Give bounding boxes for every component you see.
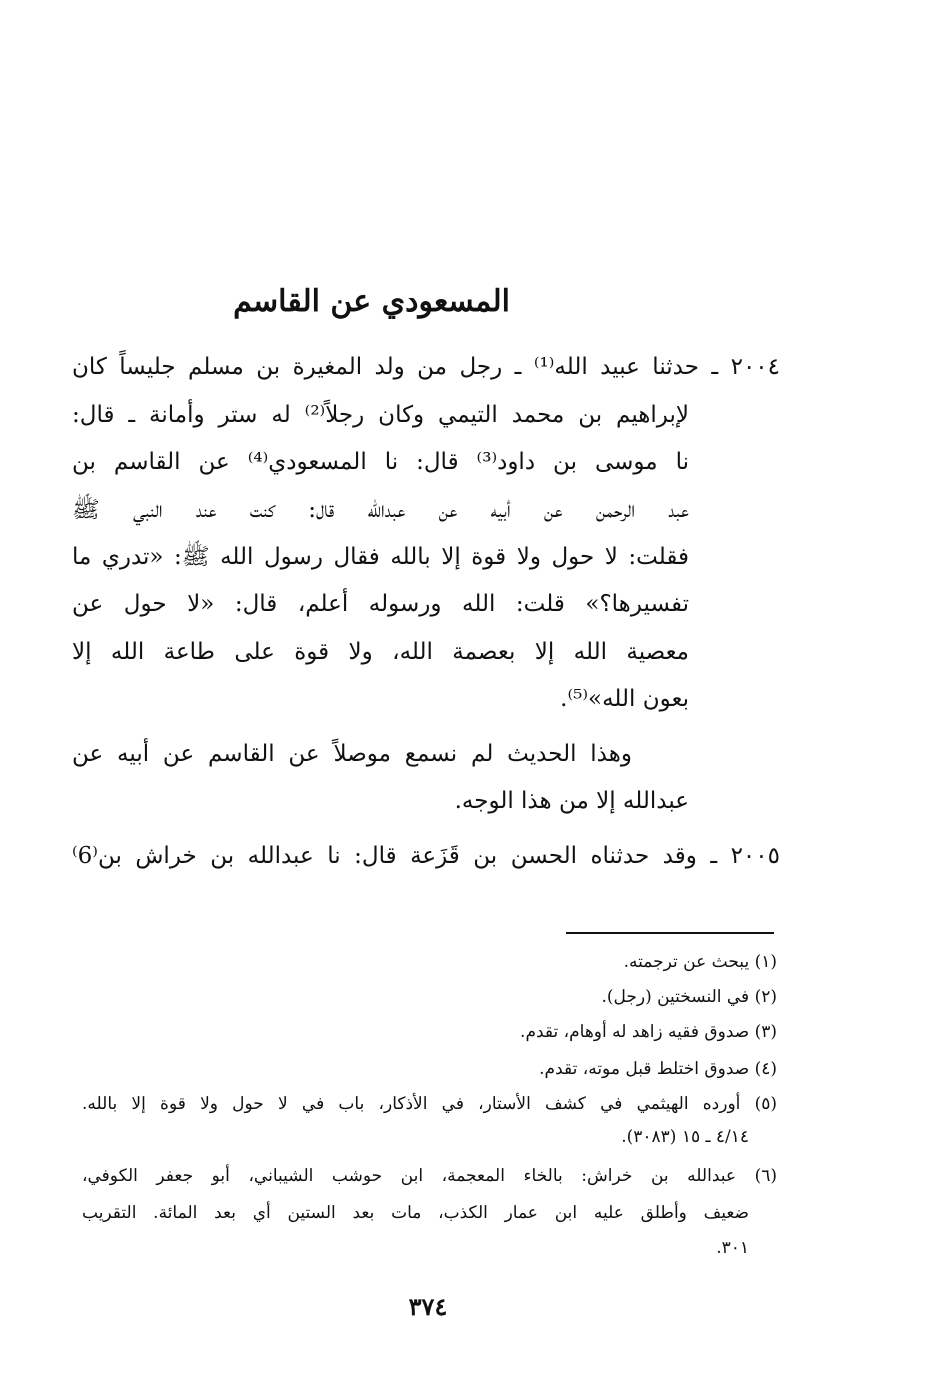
- hadith-2004-line-7: معصية الله إلا بعصمة الله، ولا قوة على طاعة الله إلا: [72, 639, 689, 665]
- footnote-3: (٣) صدوق فقيه زاهد له أوهام، تقدم.: [520, 1022, 777, 1042]
- hadith-2004-line-5: فقلت: لا حول ولا قوة إلا بالله فقال رسول الله ﷺ: «تدري ما: [72, 544, 689, 570]
- commentary-line-1: وهذا الحديث لم نسمع موصلاً عن القاسم عن أبيه عن: [72, 741, 632, 767]
- page-number: ٣٧٤: [408, 1292, 448, 1321]
- footnote-4: (٤) صدوق اختلط قبل موته، تقدم.: [539, 1059, 777, 1079]
- commentary-line-2: عبدالله إلا من هذا الوجه.: [454, 788, 689, 814]
- hadith-2004-line-4: عبد الرحمن عن أبيه عن عبدالله قال: كنت عند النبي ﷺ: [72, 497, 689, 523]
- footnote-separator: [566, 932, 774, 934]
- hadith-2004-line-1: ٢٠٠٤ ـ حدثنا عبيد الله⁽¹⁾ ـ رجل من ولد المغيرة بن مسلم جليساً كان: [72, 354, 781, 380]
- footnote-6-line-2: ضعيف وأطلق عليه ابن عمار الكذب، مات بعد الستين أي بعد المائة. التقريب: [82, 1203, 749, 1223]
- footnote-2: (٢) في النسختين (رجل).: [601, 987, 777, 1007]
- hadith-2004-line-3: نا موسى بن داود⁽³⁾ قال: نا المسعودي⁽⁴⁾ عن القاسم بن: [72, 449, 689, 475]
- hadith-2004-line-2: لإبراهيم بن محمد التيمي وكان رجلاً⁽²⁾ له ستر وأمانة ـ قال:: [72, 402, 690, 428]
- footnote-5-line-2: ٤/١٤ ـ ١٥ (٣٠٨٣).: [621, 1127, 749, 1147]
- footnote-6-line-3: ٣٠١.: [716, 1238, 749, 1258]
- footnote-6-line-1: (٦) عبدالله بن خراش: بالخاء المعجمة، ابن حوشب الشيباني، أبو جعفر الكوفي،: [82, 1166, 777, 1186]
- footnote-1: (١) يبحث عن ترجمته.: [623, 952, 777, 972]
- hadith-2005-line-1: ٢٠٠٥ ـ وقد حدثناه الحسن بن قَزَعة قال: نا عبدالله بن خراش بن⁽6⁾: [72, 843, 780, 869]
- footnote-5-line-1: (٥) أورده الهيثمي في كشف الأستار، في الأذكار، باب في لا حول ولا قوة إلا بالله.: [82, 1094, 777, 1114]
- hadith-2004-line-6: تفسيرها؟» قلت: الله ورسوله أعلم، قال: «لا حول عن: [72, 591, 689, 617]
- hadith-2004-line-8: بعون الله»⁽⁵⁾.: [560, 686, 689, 712]
- section-heading: المسعودي عن القاسم: [233, 284, 510, 319]
